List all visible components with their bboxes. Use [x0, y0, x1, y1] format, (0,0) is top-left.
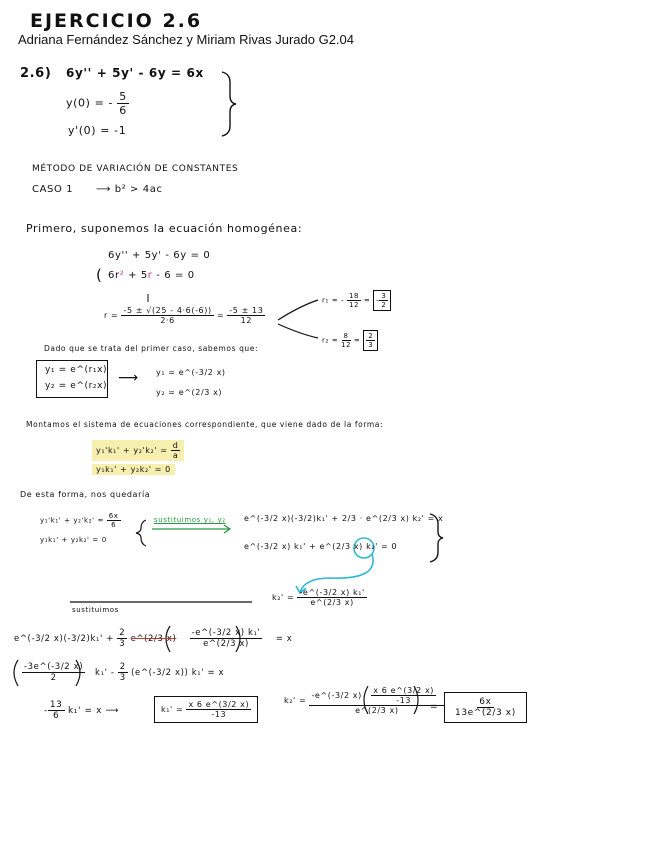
- case-condition: ⟶ b² > 4ac: [96, 184, 163, 195]
- y1-general: y₁ = e^(r₁x): [45, 365, 108, 375]
- k2-final-frac: [309, 686, 444, 715]
- subs-l2-end: (e^(-3/2 x)) k₁' = x: [131, 668, 225, 678]
- k2-equals: =: [430, 702, 439, 712]
- subs-l1-frac-num: 2: [119, 628, 126, 638]
- step-r2-right: = 0: [377, 542, 398, 551]
- step-s1-fraction: [107, 512, 121, 529]
- system-heading: Montamos el sistema de ecuaciones correspondiente, que viene dado de la forma:: [26, 420, 384, 429]
- subs-l2-mid: k₁' -: [91, 668, 118, 678]
- r1-box-fraction: [379, 292, 388, 309]
- ic1-num: 5: [119, 90, 127, 103]
- k2-final: [284, 686, 444, 715]
- k2expr-num: -e^(-3/2 x) k₁': [299, 588, 365, 597]
- step-s1-num: 6x: [108, 512, 119, 520]
- r1-label: r₁ = -: [322, 296, 345, 305]
- k2-inner-frac: [371, 686, 436, 705]
- step-result-1: e^(-3/2 x)(-3/2)k₁' + 2/3 · e^(2/3 x) k₂' = x: [244, 514, 444, 523]
- page-title: EJERCICIO 2.6: [30, 10, 203, 32]
- subs-l2-f-den: 3: [119, 673, 126, 683]
- sys-eq1-left: y₁'k₁' + y₂'k₂' =: [96, 446, 171, 455]
- r2-label: r₂ =: [322, 336, 341, 345]
- eq2-part-c: - 6 = 0: [152, 270, 195, 281]
- case-note: Dado que se trata del primer caso, sabemos que:: [44, 344, 259, 353]
- system-eq1: [92, 440, 184, 461]
- case-label: CASO 1: [32, 184, 74, 195]
- problem-equation: 6y'' + 5y' - 6y = 6x: [66, 66, 204, 80]
- sys-eq1-num: d: [172, 441, 179, 450]
- k1-frac: [186, 700, 251, 719]
- r-simpl-num: -5 ± 13: [229, 306, 264, 315]
- subs-l3-num: 13: [49, 700, 63, 710]
- paren-left-2: [14, 660, 18, 686]
- subst-label: sustituimos y₁, y₂: [154, 516, 226, 524]
- method-title: MÉTODO DE VARIACIÓN DE CONSTANTES: [32, 164, 239, 174]
- r2-box-fraction: [366, 332, 375, 349]
- y2-result: y₂ = e^(2/3 x): [156, 388, 223, 397]
- step-s1-den: 6: [111, 521, 117, 529]
- k2expr-fraction: [297, 588, 366, 607]
- r1-box-num: 3: [381, 292, 387, 300]
- k1-result-box: [154, 696, 258, 723]
- subs-l1-frac-den: 3: [119, 639, 126, 649]
- branch-line-down: [278, 324, 318, 338]
- k2-final-den: e^(2/3 x): [355, 706, 399, 715]
- r1-num: 18: [348, 292, 360, 300]
- r-formula-fraction: [121, 306, 213, 325]
- subs-l2-num: -3e^(-3/2 x): [24, 662, 84, 672]
- step-r2-k2: k₂': [366, 542, 378, 551]
- step-sys-eq2: y₁k₁' + y₂k₂' = 0: [40, 536, 107, 544]
- subs-label: sustituimos: [72, 606, 119, 614]
- subs-l2-f: [118, 662, 128, 683]
- k1-num: x 6 e^(3/2 x): [188, 700, 250, 709]
- case-arrow: ⟶: [118, 370, 139, 386]
- k1-left: k₁' =: [161, 705, 187, 714]
- k2-expression: [272, 588, 367, 607]
- problem-label: 2.6): [20, 66, 52, 81]
- k2expr-den: e^(2/3 x): [310, 598, 354, 607]
- r2-boxed: [363, 330, 378, 351]
- r1-fraction: [347, 292, 361, 309]
- initial-condition-2: y'(0) = -1: [68, 124, 127, 137]
- subs-line-1: [14, 628, 292, 649]
- homog-brace-small: (: [96, 266, 103, 284]
- subs-l3-frac: [48, 700, 65, 721]
- r-simpl-left: =: [216, 311, 228, 320]
- subs-l2-frac: [22, 662, 85, 683]
- subs-l3-den: 6: [53, 711, 60, 721]
- subs-line-3: - $\frac{13}{6}$ k₁' = x ⟶: [44, 700, 120, 721]
- step-s1-left: y₁'k₁' + y₂'k₂' =: [40, 516, 107, 525]
- k2-final-left: k₂' =: [284, 696, 310, 705]
- homog-eq2: [108, 270, 195, 281]
- r2-num: 8: [343, 332, 349, 340]
- subs-l2-f-num: 2: [119, 662, 126, 672]
- subs-l1-c-num: -e^(-3/2 x) k₁': [191, 628, 261, 638]
- homog-eq1: 6y'' + 5y' - 6y = 0: [108, 250, 211, 261]
- r1-boxed: [373, 290, 391, 311]
- authors-line: Adriana Fernández Sánchez y Miriam Rivas Jurado G2.04: [18, 32, 354, 47]
- subs-l1-b: e^(2/3 x): [130, 634, 177, 644]
- eq2-r: r: [147, 270, 153, 281]
- r1-box-sign: -: [376, 296, 380, 305]
- r2-den: 12: [341, 341, 352, 349]
- r2-box-num: 2: [368, 332, 374, 340]
- k1-den: -13: [211, 710, 227, 719]
- y1-result: y₁ = e^(-3/2 x): [156, 368, 226, 377]
- ic1-left: y(0) = -: [66, 96, 114, 110]
- step-sys-eq1: [40, 512, 121, 529]
- sys-eq1-den: a: [172, 451, 179, 460]
- r1-box-den: 2: [381, 301, 387, 309]
- k2-box-den: 13e^(2/3 x): [455, 708, 516, 718]
- branch-line-up: [278, 300, 318, 320]
- green-arrow: [152, 525, 230, 533]
- homog-heading: Primero, suponemos la ecuación homogénea:: [26, 222, 303, 235]
- k2-box-num: 6x: [479, 697, 492, 707]
- eq2-part-a: 6r: [108, 270, 120, 281]
- r-formula-left: r =: [104, 311, 122, 320]
- k2-final-num: [309, 686, 444, 706]
- r-simpl-den: 12: [240, 316, 253, 325]
- r-simpl-fraction: [227, 306, 265, 325]
- subs-l1-frac: [117, 628, 127, 649]
- subs-line-2: [22, 662, 224, 683]
- ic1-fraction: [117, 90, 129, 117]
- step-result-2: [244, 542, 397, 551]
- ic1-den: 6: [119, 104, 127, 117]
- fundamental-solutions-box: [36, 360, 108, 398]
- subs-l1-a: e^(-3/2 x)(-3/2)k₁' +: [14, 634, 118, 644]
- k2expr-left: k₂' =: [272, 593, 298, 602]
- subs-l2-den: 2: [50, 673, 57, 683]
- k2-inner-num: x 6 e^(3/2 x): [373, 686, 435, 695]
- step-r2-left: e^(-3/2 x) k₁' + e^(2/3 x): [244, 542, 363, 551]
- brace-step-left: [136, 520, 146, 546]
- root-r2: r₂ = $\frac{8}{12}$ = $\frac{2}{3}$: [322, 330, 378, 351]
- brace-problem: [222, 72, 236, 136]
- k2-final-pre: -e^(-3/2 x): [311, 691, 362, 700]
- sys-eq1-fraction: [171, 441, 181, 460]
- subs-l1-c-den: e^(2/3 x): [203, 639, 249, 649]
- subs-l1-end: = x: [272, 634, 293, 644]
- y2-general: y₂ = e^(r₂x): [45, 381, 108, 391]
- subs-l1-c-frac: [190, 628, 263, 649]
- eq2-part-b: + 5: [124, 270, 148, 281]
- subs-l3-mid: k₁' = x ⟶: [67, 706, 120, 716]
- k2-result-box: [444, 692, 527, 723]
- step-note: De esta forma, nos quedaría: [20, 490, 151, 499]
- r-formula-num: -5 ± √(25 - 4·6(-6)): [123, 306, 212, 315]
- r-formula-den: 2·6: [160, 316, 175, 325]
- r2-box-den: 3: [368, 341, 374, 349]
- k2-box-frac: [455, 697, 516, 718]
- initial-condition-1: [66, 90, 129, 117]
- r1-den: 12: [348, 301, 360, 309]
- root-formula: [104, 306, 265, 325]
- root-r1: r₁ = - $\frac{18}{12}$ = - $\frac{3}{2}$: [322, 290, 391, 311]
- system-eq2: y₁k₁' + y₂k₂' = 0: [92, 464, 175, 475]
- eq2-square: ²: [119, 270, 125, 281]
- r2-fraction: [341, 332, 351, 349]
- k2-inner-den: -13: [396, 696, 412, 705]
